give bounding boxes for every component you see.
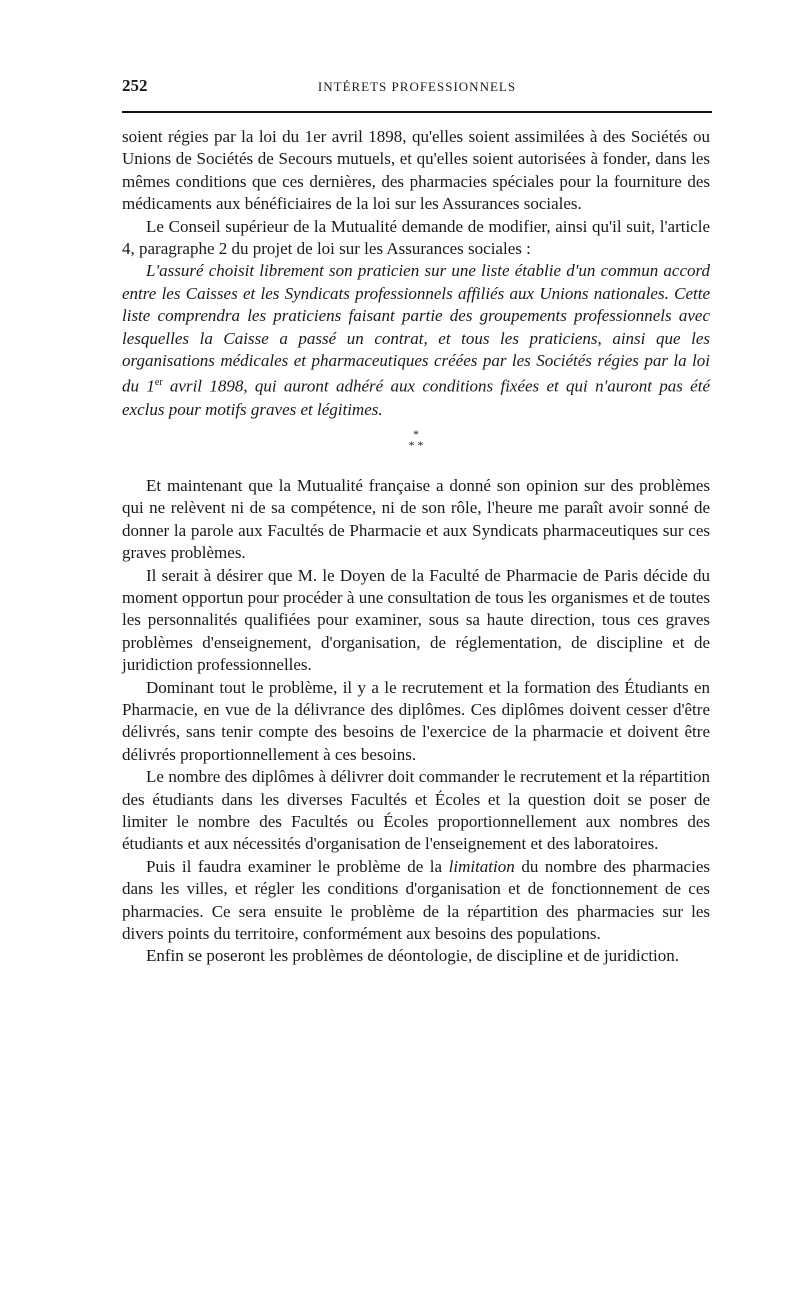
quote-part-a: L'assuré choisit librement son praticien sur une liste établie d'un commun accord entre les Caisses et les Syndicats professionnels affiliés aux Unions nationales. Cette liste comprendra les praticiens faisant partie des groupements professionnels avec lesquelles la Caisse a passé un contrat, et tous les praticiens, ainsi que les organisations médicales et pharmaceutiques créées par les Sociétés régies par la loi du 1: [122, 261, 710, 397]
quote-part-b: avril 1898, qui auront adhéré aux conditions fixées et qui n'auront pas été exclus pour motifs graves et légitimes.: [122, 377, 710, 419]
limitation-part-a: Puis il faudra examiner le problème de la: [146, 856, 449, 876]
quote-superscript: er: [154, 377, 163, 389]
asterisk-bottom: * *: [408, 437, 424, 452]
paragraph-limitation: [122, 856, 710, 946]
header-rule: [122, 111, 712, 113]
asterisk-top: *: [413, 426, 419, 441]
running-title: INTÉRETS PROFESSIONNELS: [317, 79, 517, 94]
limitation-emphasis: limitation: [448, 856, 515, 876]
paragraph-conseil: Le Conseil supérieur de la Mutualité demande de modifier, ainsi qu'il suit, l'article 4, paragraphe 2 du projet de loi sur les Assurances sociales :: [122, 216, 710, 259]
page-header: [122, 76, 712, 102]
paragraph-deontologie: Enfin se poseront les problèmes de déontologie, de discipline et de juridiction.: [146, 946, 680, 966]
section-break-asterisks: [122, 421, 710, 475]
paragraph-doyen: Il serait à désirer que M. le Doyen de la Faculté de Pharmacie de Paris décide du moment opportun pour procéder à une consultation de tous les organismes et de toutes les personnalités qualifiées pour examiner, sous sa haute direction, tous ces graves problèmes d'enseignement, d'organisation, de réglementation, de discipline et de juridiction professionnelles.: [122, 565, 710, 675]
paragraph-recrutement: Dominant tout le problème, il y a le recrutement et la formation des Étudiants en Pharmacie, en vue de la délivrance des diplômes. Ces diplômes doivent cesser d'être délivrés, sans tenir compte des besoins de l'exercice de la pharmacie et doivent être délivrés proportionnellement à ces besoins.: [122, 677, 710, 764]
paragraph-diplomes: Le nombre des diplômes à délivrer doit commander le recrutement et la répartition des étudiants dans les diverses Facultés et Écoles et la question doit se poser de limiter le nombre des Facultés ou Écoles proportionnellement aux nombres des étudiants et aux nécessités d'organisation de l'enseignement et des laboratoires.: [122, 767, 710, 854]
limitation-part-b: du nombre des pharmacies dans les villes, et régler les conditions d'organisation et de fonctionnement de ces pharmacies. Ce sera ensuite le problème de la répartition des pharmacies sur les divers points du territoire, conformément aux besoins des populations.: [122, 856, 710, 944]
page-body: [122, 126, 710, 968]
paragraph-continuation: soient régies par la loi du 1er avril 1898, qu'elles soient assimilées à des Sociétés ou Unions de Sociétés de Secours mutuels, et qu'elles soient autorisées à fonder, dans les mêmes conditions que ces dernières, des pharmacies spéciales pour la fourniture des médicaments aux bénéficiaires de la loi sur les Assurances sociales.: [122, 127, 710, 214]
quoted-article: [122, 260, 710, 421]
page-number: 252: [122, 76, 148, 95]
paragraph-mutualite: Et maintenant que la Mutualité française a donné son opinion sur des problèmes qui ne relèvent ni de sa compétence, ni de son rôle, l'heure me paraît avoir sonné de donner la parole aux Facultés de Pharmacie et aux Syndicats pharmaceutiques sur ces graves problèmes.: [122, 475, 710, 563]
